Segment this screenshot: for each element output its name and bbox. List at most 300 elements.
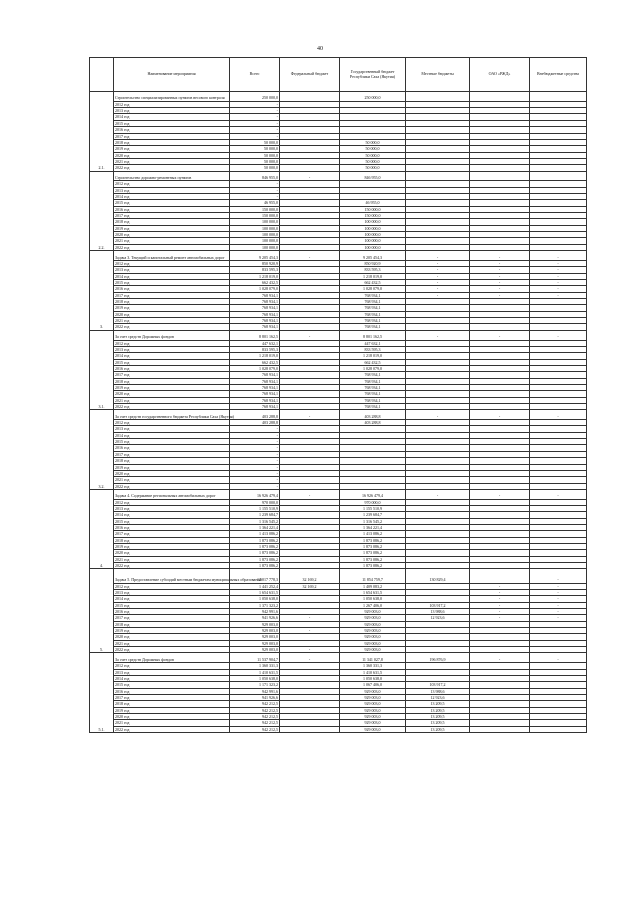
total-cell: 403 288,8 — [340, 410, 406, 420]
total-cell: - — [530, 330, 587, 340]
amount-cell: 942 212,5 — [230, 701, 280, 707]
amount-cell: 1 441 252,4 — [230, 583, 280, 589]
year-label: 2015 год — [114, 682, 230, 688]
amount-cell: 46 955,0 — [340, 200, 406, 206]
year-label: 2019 год — [114, 707, 230, 713]
amount-cell: - — [470, 292, 530, 298]
year-label: 2012 год — [114, 101, 230, 107]
amount-cell: - — [530, 267, 587, 273]
total-cell: - — [280, 330, 340, 340]
total-cell: - — [406, 489, 470, 499]
header-cell — [90, 58, 114, 92]
group-total-row — [90, 569, 587, 583]
page-number: 40 — [317, 46, 323, 52]
amount-cell: 1 364 221,4 — [340, 525, 406, 531]
amount-cell: 150 000,0 — [340, 206, 406, 212]
amount-cell: - — [530, 292, 587, 298]
amount-cell: 403 288,8 — [340, 420, 406, 426]
year-label: 2014 год — [114, 194, 230, 200]
total-cell: - — [470, 489, 530, 499]
year-label: 2018 год — [114, 701, 230, 707]
total-cell: 196 876,9 — [406, 653, 470, 663]
total-cell: 250 000,0 — [230, 92, 280, 102]
total-cell: 846 955,0 — [340, 171, 406, 181]
year-label: 2019 год — [114, 225, 230, 231]
amount-cell — [530, 726, 587, 732]
amount-cell: 13 988,6 — [406, 609, 470, 615]
year-label: 2019 год — [114, 146, 230, 152]
year-label: 2021 год — [114, 640, 230, 646]
year-label: 2013 год — [114, 187, 230, 193]
year-label: 2012 год — [114, 663, 230, 669]
year-label: 2013 год — [114, 590, 230, 596]
amount-cell: 100 000,0 — [340, 244, 406, 250]
amount-cell: 50 000,0 — [230, 146, 280, 152]
amount-cell: 768 934,1 — [230, 292, 280, 298]
total-cell: - — [530, 251, 587, 261]
amount-cell: 929 003,0 — [340, 609, 406, 615]
year-label: 2012 год — [114, 499, 230, 505]
amount-cell: 13 988,6 — [406, 688, 470, 694]
amount-cell: - — [530, 583, 587, 589]
year-label: 2012 год — [114, 260, 230, 266]
amount-cell: 46 955,0 — [230, 200, 280, 206]
amount-cell: - — [230, 470, 280, 476]
amount-cell: 50 000,0 — [230, 152, 280, 158]
total-cell: 11 537 904,7 — [230, 653, 280, 663]
year-label: 2021 год — [114, 318, 230, 324]
amount-cell: - — [406, 292, 470, 298]
amount-cell: 1 028 079,0 — [340, 365, 406, 371]
total-cell: 12 017 778,3 — [230, 569, 280, 583]
year-label: 2020 год — [114, 152, 230, 158]
year-label: 2021 год — [114, 158, 230, 164]
amount-cell: - — [470, 273, 530, 279]
amount-cell: 1 155 510,9 — [230, 506, 280, 512]
item-title: За счет средств Дорожных фондов — [114, 330, 230, 340]
year-label: 2020 год — [114, 470, 230, 476]
total-cell: - — [470, 410, 530, 420]
amount-cell: 662 432,5 — [340, 359, 406, 365]
total-cell: 11 341 027,8 — [340, 653, 406, 663]
year-label: 2014 год — [114, 114, 230, 120]
item-title: Строительство специализированных пунктов весового контроля — [114, 92, 230, 102]
amount-cell: 1 155 510,9 — [340, 506, 406, 512]
amount-cell: 768 934,1 — [340, 384, 406, 390]
year-label: 2018 год — [114, 621, 230, 627]
amount-cell: 447 632,1 — [230, 340, 280, 346]
amount-cell: 100 000,0 — [230, 238, 280, 244]
year-label: 2022 год — [114, 483, 230, 489]
total-cell: 9 205 454,3 — [340, 251, 406, 261]
year-label: 2014 год — [114, 273, 230, 279]
year-label: 2022 год — [114, 165, 230, 171]
amount-cell: 12 923,6 — [406, 615, 470, 621]
amount-cell: 1 873 086,2 — [340, 563, 406, 569]
amount-cell: - — [230, 477, 280, 483]
year-label: 2018 год — [114, 139, 230, 145]
total-cell: 403 288,8 — [230, 410, 280, 420]
amount-cell: 1 316 545,2 — [230, 518, 280, 524]
amount-cell: 403 288,8 — [230, 420, 280, 426]
amount-cell: 100 000,0 — [230, 219, 280, 225]
year-label: 2022 год — [114, 403, 230, 409]
year-label: 2015 год — [114, 518, 230, 524]
amount-cell: 100 000,0 — [230, 232, 280, 238]
total-cell: - — [280, 410, 340, 420]
year-label: 2018 год — [114, 378, 230, 384]
amount-cell: - — [230, 120, 280, 126]
total-cell — [470, 92, 530, 102]
funding-table — [89, 57, 587, 733]
group-total-row — [90, 171, 587, 181]
amount-cell: - — [530, 615, 587, 621]
total-cell: 846 955,0 — [230, 171, 280, 181]
amount-cell: 768 934,1 — [230, 318, 280, 324]
amount-cell: 1 360 331,3 — [230, 663, 280, 669]
amount-cell: 929 003,0 — [340, 726, 406, 732]
amount-cell: - — [230, 458, 280, 464]
header-cell: Федеральный бюджет — [280, 58, 340, 92]
total-cell: 32 169,2 — [280, 569, 340, 583]
amount-cell: 1 413 086,2 — [340, 531, 406, 537]
amount-cell: - — [470, 583, 530, 589]
amount-cell: 100 000,0 — [340, 219, 406, 225]
amount-cell: - — [230, 426, 280, 432]
amount-cell: 50 000,0 — [230, 139, 280, 145]
year-label: 2013 год — [114, 669, 230, 675]
year-label: 2022 год — [114, 324, 230, 330]
year-label: 2017 год — [114, 372, 230, 378]
amount-cell: - — [470, 260, 530, 266]
amount-cell: 150 000,0 — [230, 206, 280, 212]
amount-cell: - — [470, 609, 530, 615]
amount-cell: 833 595,3 — [230, 346, 280, 352]
year-label: 2016 год — [114, 609, 230, 615]
amount-cell — [280, 726, 340, 732]
amount-cell: - — [530, 590, 587, 596]
amount-cell — [470, 726, 530, 732]
total-cell: 8 801 162,5 — [230, 330, 280, 340]
amount-cell: 850 920,9 — [230, 260, 280, 266]
amount-cell: 768 934,1 — [340, 299, 406, 305]
amount-cell: - — [406, 267, 470, 273]
amount-cell: - — [230, 451, 280, 457]
amount-cell: 32 169,2 — [280, 583, 340, 589]
year-label: 2015 год — [114, 359, 230, 365]
year-label: 2018 год — [114, 299, 230, 305]
amount-cell: 768 934,1 — [230, 324, 280, 330]
year-label: 2014 год — [114, 596, 230, 602]
total-cell — [406, 92, 470, 102]
amount-cell: - — [406, 273, 470, 279]
amount-cell: - — [230, 445, 280, 451]
year-label: 2013 год — [114, 506, 230, 512]
amount-cell: 942 212,5 — [230, 707, 280, 713]
year-label: 2020 год — [114, 232, 230, 238]
year-label: 2019 год — [114, 384, 230, 390]
amount-cell: 768 934,1 — [230, 403, 280, 409]
amount-cell: 1 654 631,5 — [230, 590, 280, 596]
amount-cell: 150 000,0 — [340, 213, 406, 219]
amount-cell: 1 218 019,0 — [230, 353, 280, 359]
amount-cell: - — [470, 596, 530, 602]
year-label: 2015 год — [114, 439, 230, 445]
amount-cell: 929 003,0 — [230, 628, 280, 634]
amount-cell: 13 209,5 — [406, 707, 470, 713]
amount-cell: 929 003,0 — [340, 647, 406, 653]
amount-cell: 929 003,0 — [230, 640, 280, 646]
amount-cell: - — [530, 609, 587, 615]
amount-cell: 850 920,9 — [340, 260, 406, 266]
amount-cell: 1 239 684,7 — [340, 512, 406, 518]
item-number: 2.2. — [90, 171, 114, 251]
amount-cell: - — [530, 279, 587, 285]
amount-cell: 768 934,1 — [230, 305, 280, 311]
amount-cell: - — [470, 615, 530, 621]
year-label: 2019 год — [114, 305, 230, 311]
total-cell: - — [406, 251, 470, 261]
year-label: 2017 год — [114, 694, 230, 700]
item-number: 3.1. — [90, 330, 114, 410]
total-cell — [530, 171, 587, 181]
year-label: 2017 год — [114, 133, 230, 139]
amount-cell: - — [406, 260, 470, 266]
amount-cell: 1 360 331,3 — [340, 663, 406, 669]
amount-cell: - — [230, 483, 280, 489]
amount-cell: 100 000,0 — [230, 244, 280, 250]
item-number: 3.2. — [90, 410, 114, 490]
year-label: 2012 год — [114, 340, 230, 346]
amount-cell: - — [470, 602, 530, 608]
amount-cell: 50 000,0 — [340, 158, 406, 164]
amount-cell: - — [470, 286, 530, 292]
amount-cell: 1 364 221,4 — [230, 525, 280, 531]
year-label: 2020 год — [114, 311, 230, 317]
year-label: 2014 год — [114, 432, 230, 438]
amount-cell: 1 410 631,5 — [340, 669, 406, 675]
amount-cell: 929 003,0 — [230, 621, 280, 627]
total-cell: 250 000,0 — [340, 92, 406, 102]
amount-cell: 50 000,0 — [340, 165, 406, 171]
amount-cell: 100 000,0 — [340, 225, 406, 231]
year-label: 2020 год — [114, 634, 230, 640]
amount-cell: 1 409 083,2 — [340, 583, 406, 589]
group-total-row — [90, 251, 587, 261]
amount-cell: 1 873 086,2 — [230, 544, 280, 550]
amount-cell: 1 267 406,0 — [340, 602, 406, 608]
year-label: 2020 год — [114, 550, 230, 556]
amount-cell: 100 000,0 — [340, 238, 406, 244]
header-cell: Внебюджетные средства — [530, 58, 587, 92]
amount-cell: 1 873 086,2 — [340, 550, 406, 556]
year-label: 2014 год — [114, 675, 230, 681]
amount-cell: 103 917,2 — [406, 602, 470, 608]
amount-cell: 929 003,0 — [340, 621, 406, 627]
year-label: 2022 год — [114, 244, 230, 250]
amount-cell: - — [230, 432, 280, 438]
amount-cell: 768 934,1 — [340, 324, 406, 330]
year-label: 2020 год — [114, 391, 230, 397]
amount-cell: 941 926,6 — [230, 694, 280, 700]
year-label: 2014 год — [114, 512, 230, 518]
year-label: 2014 год — [114, 353, 230, 359]
total-cell: - — [406, 410, 470, 420]
total-cell: 11 854 759,7 — [340, 569, 406, 583]
amount-cell: 768 934,1 — [230, 299, 280, 305]
amount-cell: 50 000,0 — [230, 165, 280, 171]
total-cell: - — [470, 251, 530, 261]
year-label: 2021 год — [114, 720, 230, 726]
amount-cell: 942 991,6 — [230, 609, 280, 615]
amount-cell: 942 212,5 — [230, 713, 280, 719]
header-cell: ОАО «РЖД» — [470, 58, 530, 92]
amount-cell: 662 432,5 — [230, 359, 280, 365]
item-number: 4. — [90, 489, 114, 569]
total-cell — [470, 171, 530, 181]
amount-cell: - — [230, 181, 280, 187]
amount-cell: 768 934,1 — [230, 391, 280, 397]
total-cell: - — [280, 653, 340, 663]
amount-cell: 1 873 086,2 — [340, 537, 406, 543]
year-label: 2015 год — [114, 120, 230, 126]
amount-cell: 1 873 086,2 — [230, 563, 280, 569]
amount-cell: - — [230, 464, 280, 470]
item-title: За счет средств государственного бюджета Республики Саха (Якутия) — [114, 410, 230, 420]
amount-cell: - — [470, 267, 530, 273]
year-label: 2016 год — [114, 365, 230, 371]
amount-cell: 12 923,6 — [406, 694, 470, 700]
amount-cell: 13 209,5 — [406, 720, 470, 726]
total-cell: - — [530, 489, 587, 499]
amount-cell: 1 654 631,5 — [340, 590, 406, 596]
amount-cell: 768 934,1 — [230, 397, 280, 403]
amount-cell: 447 632,1 — [340, 340, 406, 346]
year-label: 2016 год — [114, 127, 230, 133]
total-cell: - — [530, 653, 587, 663]
total-cell — [470, 569, 530, 583]
year-label: 2021 год — [114, 477, 230, 483]
year-label: 2013 год — [114, 346, 230, 352]
year-label: 2016 год — [114, 445, 230, 451]
header-cell: Государственный бюджет Республики Саха (Якутия) — [340, 58, 406, 92]
year-label: 2022 год — [114, 647, 230, 653]
year-label: 2015 год — [114, 200, 230, 206]
amount-cell: 768 934,1 — [340, 292, 406, 298]
amount-cell: 1 218 019,0 — [340, 353, 406, 359]
group-total-row — [90, 330, 587, 340]
amount-cell: 1 239 684,7 — [230, 512, 280, 518]
year-label: 2021 год — [114, 397, 230, 403]
year-label: 2015 год — [114, 602, 230, 608]
total-cell: - — [406, 330, 470, 340]
amount-cell: 50 000,0 — [340, 152, 406, 158]
amount-cell: 1 410 631,5 — [230, 669, 280, 675]
year-label: 2015 год — [114, 279, 230, 285]
total-cell: - — [280, 489, 340, 499]
amount-cell: 942 212,5 — [230, 720, 280, 726]
amount-cell: 929 003,0 — [340, 707, 406, 713]
year-label: 2021 год — [114, 556, 230, 562]
amount-cell: 768 934,1 — [340, 305, 406, 311]
amount-cell: 1 218 019,0 — [230, 273, 280, 279]
group-total-row — [90, 410, 587, 420]
amount-cell: 103 917,2 — [406, 682, 470, 688]
year-label: 2018 год — [114, 458, 230, 464]
amount-cell: 1 873 086,2 — [340, 556, 406, 562]
item-title: Задача 3. Текущий и капитальный ремонт автомобильных дорог — [114, 251, 230, 261]
amount-cell: - — [230, 108, 280, 114]
year-label: 2013 год — [114, 426, 230, 432]
amount-cell: 1 028 079,0 — [230, 286, 280, 292]
year-label: 2017 год — [114, 615, 230, 621]
year-label: 2012 год — [114, 420, 230, 426]
year-label: 2018 год — [114, 219, 230, 225]
amount-cell: 50 000,0 — [340, 139, 406, 145]
amount-cell: 1 028 079,0 — [230, 365, 280, 371]
amount-cell: 1 413 086,2 — [230, 531, 280, 537]
amount-cell: 100 000,0 — [340, 232, 406, 238]
amount-cell: - — [406, 279, 470, 285]
amount-cell: 662 432,5 — [230, 279, 280, 285]
amount-cell: - — [530, 260, 587, 266]
amount-cell: 929 003,0 — [340, 713, 406, 719]
amount-cell: 1 050 638,0 — [340, 675, 406, 681]
total-cell: 8 801 162,5 — [340, 330, 406, 340]
year-label: 2016 год — [114, 525, 230, 531]
total-cell: - — [470, 653, 530, 663]
amount-cell: 1 873 086,2 — [230, 550, 280, 556]
amount-cell: - — [530, 286, 587, 292]
amount-cell: 100 000,0 — [230, 225, 280, 231]
item-number: 5.1. — [90, 653, 114, 733]
amount-cell: - — [530, 273, 587, 279]
amount-cell: - — [230, 187, 280, 193]
amount-cell: 942 212,5 — [230, 726, 280, 732]
amount-cell: 833 595,3 — [340, 267, 406, 273]
total-cell: - — [530, 569, 587, 583]
amount-cell: 768 934,1 — [340, 391, 406, 397]
item-title: Задача 4. Содержание региональных автомобильных дорог — [114, 489, 230, 499]
amount-cell: 1 050 638,0 — [230, 675, 280, 681]
amount-cell: 768 934,1 — [340, 311, 406, 317]
amount-cell: 929 003,0 — [340, 628, 406, 634]
amount-cell: 1 316 545,2 — [340, 518, 406, 524]
amount-cell: 1 171 323,2 — [230, 682, 280, 688]
year-label: 2013 год — [114, 267, 230, 273]
year-label: 2021 год — [114, 238, 230, 244]
amount-cell: 929 003,0 — [340, 615, 406, 621]
year-label: 2012 год — [114, 583, 230, 589]
year-label: 2022 год — [114, 726, 230, 732]
amount-cell: 768 934,1 — [340, 397, 406, 403]
group-total-row — [90, 653, 587, 663]
amount-cell: 768 934,1 — [340, 318, 406, 324]
item-title: Строительство дорожно-ремонтных пунктов — [114, 171, 230, 181]
total-cell: 16 926 479,4 — [230, 489, 280, 499]
amount-cell: 833 595,3 — [340, 346, 406, 352]
header-cell: Наименование мероприятия — [114, 58, 230, 92]
total-cell: 16 926 479,4 — [340, 489, 406, 499]
amount-cell: 929 003,0 — [230, 634, 280, 640]
amount-cell: 833 595,3 — [230, 267, 280, 273]
table-header-row — [90, 58, 587, 92]
total-cell: - — [530, 410, 587, 420]
total-cell — [406, 171, 470, 181]
item-title: За счет средств Дорожных фондов — [114, 653, 230, 663]
amount-cell: - — [406, 286, 470, 292]
total-cell: 130 829,4 — [406, 569, 470, 583]
